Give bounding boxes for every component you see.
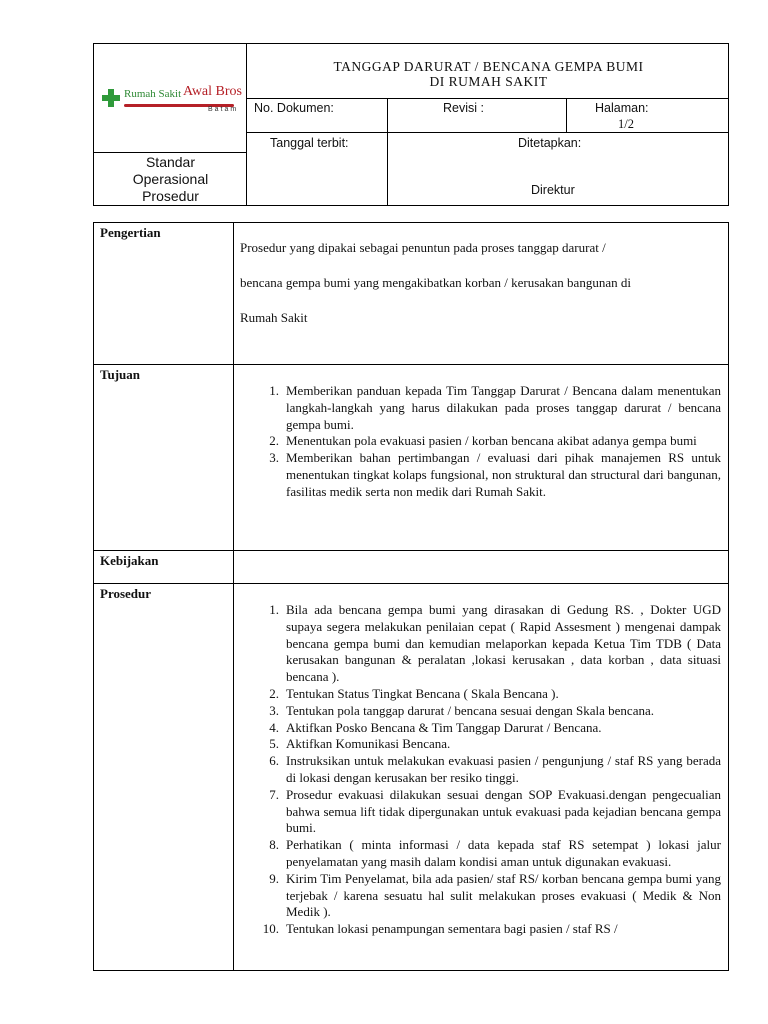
hospital-logo — [102, 84, 242, 124]
direktur-label: Direktur — [531, 183, 575, 197]
sop-label-line2: Operasional — [132, 171, 209, 187]
logo-name-part2: Awal Bros — [183, 84, 242, 99]
sop-label-line1: Standar — [145, 154, 196, 170]
prosedur-list — [249, 602, 721, 938]
body-divider-3 — [94, 583, 728, 584]
body-divider-1 — [94, 364, 728, 365]
list-item: 4. Aktifkan Posko Bencana & Tim Tanggap Darurat / Bencana. — [269, 719, 602, 735]
sop-body-table — [93, 222, 729, 971]
header-divider-logo — [94, 152, 246, 153]
list-item: 5. Aktifkan Komunikasi Bencana. — [269, 736, 451, 752]
halaman-label: Halaman: — [595, 101, 649, 115]
logo-city: Batam — [208, 106, 239, 113]
list-item: 2. Tentukan Status Tingkat Bencana ( Skala Bencana ). — [269, 685, 559, 701]
header-divider-title — [246, 98, 728, 99]
document-title — [247, 59, 730, 89]
list-item: 1. Memberikan panduan kepada Tim Tanggap Darurat / Bencana dalam menentukan langkah-langkah yang harus dilakukan pada proses tanggap darurat / bencana gempa bumi. — [269, 383, 721, 432]
document-title-line1: TANGGAP DARURAT / BENCANA GEMPA BUMI — [333, 59, 644, 74]
body-divider-vertical — [233, 223, 234, 970]
ditetapkan-label: Ditetapkan: — [518, 136, 582, 150]
pengertian-line3: Rumah Sakit — [240, 310, 308, 325]
header-divider-col2 — [387, 98, 388, 205]
list-item: 7. Prosedur evakuasi dilakukan sesuai dengan SOP Evakuasi.dengan pengecualian bahwa semua lift tidak dipergunakan untuk evakuasi pada kejadian bencana gempa bumi. — [269, 786, 721, 836]
list-item: 9. Kirim Tim Penyelamat, bila ada pasien/ staf RS/ korban bencana gempa bumi yang terjebak / karena sesuatu hal sulit melakukan proses evakuasi ( Medik & Non Medik ). — [269, 870, 721, 920]
logo-name-part1: Rumah Sakit — [124, 88, 182, 100]
medical-cross-icon — [102, 89, 120, 107]
sop-label — [94, 154, 247, 205]
pengertian-text — [240, 230, 720, 335]
no-dokumen-label: No. Dokumen: — [254, 101, 334, 115]
document-title-line2: DI RUMAH SAKIT — [429, 74, 548, 89]
pengertian-line1: Prosedur yang dipakai sebagai penuntun pada proses tanggap darurat / — [240, 240, 606, 255]
list-item: 2. Menentukan pola evakuasi pasien / korban bencana akibat adanya gempa bumi — [269, 433, 697, 449]
section-label-kebijakan: Kebijakan — [100, 553, 159, 568]
sop-label-line3: Prosedur — [142, 188, 199, 204]
list-item: 10. Tentukan lokasi penampungan sementara bagi pasien / staf RS / — [262, 921, 618, 937]
header-divider-col3 — [566, 98, 567, 132]
list-item: 8. Perhatikan ( minta informasi / data kepada staf RS setempat ) lokasi jalur penyelamatan yang masih dalam kondisi aman untuk digunakan evakuasi. — [269, 837, 721, 869]
halaman-value: 1/2 — [618, 117, 634, 131]
list-item: 3. Memberikan bahan pertimbangan / evaluasi dari pihak manajemen RS untuk menentukan tingkat kolaps fungsional, non struktural dan structural dari bangunan, fasilitas medik serta non medik dari Rumah Sakit. — [269, 450, 721, 499]
section-label-prosedur: Prosedur — [100, 586, 152, 601]
section-label-pengertian: Pengertian — [100, 225, 161, 240]
tujuan-list — [249, 383, 721, 501]
list-item: 3. Tentukan pola tanggap darurat / bencana sesuai dengan Skala bencana. — [269, 702, 654, 718]
list-item: 6. Instruksikan untuk melakukan evakuasi pasien / pengunjung / staf RS yang berada di lokasi dengan kerusakan ber resiko tinggi. — [269, 753, 721, 785]
list-item: 1. Bila ada bencana gempa bumi yang dirasakan di Gedung RS. , Dokter UGD supaya segera melakukan penilaian cepat ( Rapid Assesment ) mengenai dampak bencana gempa bumi dan kemudian melaporkan kepada Ketua Tim TDB ( Data kerusakan bangunan & peralatan ,lokasi kerusakan , data korban , data situasi bencana ). — [269, 602, 721, 685]
tanggal-terbit-label: Tanggal terbit: — [270, 136, 349, 150]
pengertian-line2: bencana gempa bumi yang mengakibatkan korban / kerusakan bangunan di — [240, 275, 631, 290]
revisi-label: Revisi : — [443, 101, 484, 115]
section-label-tujuan: Tujuan — [100, 367, 140, 382]
header-divider-row2 — [246, 132, 728, 133]
body-divider-2 — [94, 550, 728, 551]
document-header — [93, 43, 729, 206]
